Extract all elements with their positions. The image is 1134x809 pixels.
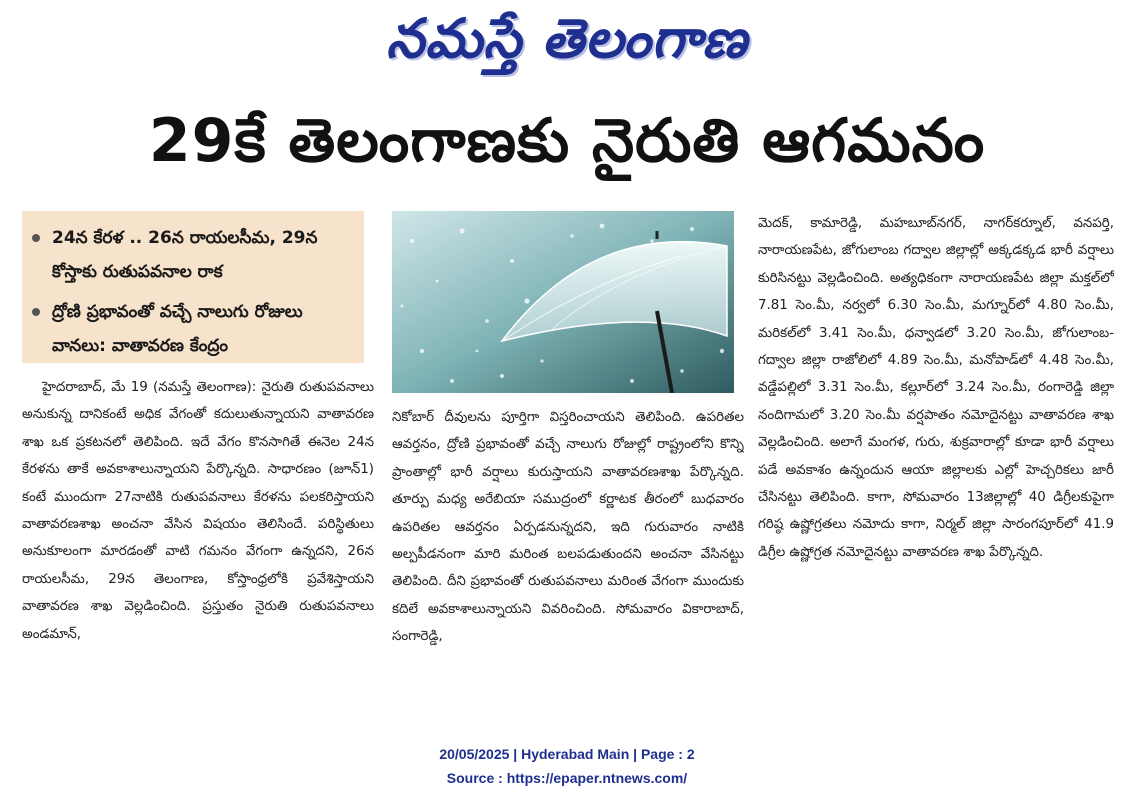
article-paragraph: మెదక్, కామారెడ్డి, మహబూబ్‌నగర్, నాగర్‌కర్నూల్, వనపర్తి, నారాయణపేట, జోగులాంబ గద్వాల జిల్లాల్లో అక్కడక్కడ భారీ వర్షాలు కురిసినట్టు వెల్లడించింది. అత్యధికంగా నారాయణపేట జిల్లా మక్తల్‌లో 7.81 సెం.మీ, నర్వలో 6.30 సెం.మీ, మగ్నూర్‌లో 4.80 సెం.మీ, మరికల్‌లో 3.41 సెం.మీ, ధన్వాడలో 3.20 సెం.మీ, జోగులాంబ-గద్వాల జిల్లా రాజోలిలో 4.89 సెం.మీ, మనోపాడ్‌లో 4.48 సెం.మీ, వడ్డేపల్లిలో 3.31 సెం.మీ, కల్లూర్‌లో 3.24 సెం.మీ, రంగారెడ్డి జిల్లా నందిగామలో 3.20 సెం.మీ వర్షపాతం నమోదైనట్టు వాతావరణ శాఖ వెల్లడించింది. అలాగే మంగళ, గురు, శుక్రవారాల్లో కూడా భారీ వర్షాలు పడే అవకాశం ఉన్నందున ఆయా జిల్లాలకు ఎల్లో హెచ్చరికలు జారీ చేసినట్టు తెలిపింది. కాగా, సోమవారం 13జిల్లాల్లో 40 డిగ్రీలకుపైగా గరిష్ఠ ఉష్ణోగ్రతలు నమోదు కాగా, నిర్మల్ జిల్లా సారంగపూర్‌లో 41.9 డిగ్రీల ఉష్ణోగ్రత నమోదైనట్టు వాతావరణ శాఖ పేర్కొన్నది. — [758, 216, 1114, 560]
masthead — [0, 0, 1134, 90]
highlight-text: 24న కేరళ .. 26న రాయలసీమ, 29న కోస్తాకు రుతుపవనాల రాక — [52, 228, 318, 282]
article-column-3 — [758, 210, 1114, 714]
footer-source-link[interactable]: Source : https://epaper.ntnews.com/ — [446, 770, 688, 786]
masthead-title: నమస్తే తెలంగాణ — [386, 6, 748, 70]
article-column-2 — [392, 404, 744, 714]
bullet-icon — [32, 308, 40, 316]
bullet-icon — [32, 234, 40, 242]
article-paragraph: నికోబార్ దీవులను పూర్తిగా విస్తరించాయని తెలిపింది. ఉపరితల ఆవర్తనం, ద్రోణి ప్రభావంతో వచ్చే నాలుగు రోజుల్లో రాష్ట్రంలోని కొన్ని ప్రాంతాల్లో భారీ వర్షాలు కురుస్తాయని వాతావరణశాఖ పేర్కొన్నది. తూర్పు మధ్య అరేబియా సముద్రంలో కర్ణాటక తీరంలో బుధవారం ఉపరితల ఆవర్తనం ఏర్పడనున్నదని, ఇది గురువారం నాటికి అల్పపీడనంగా మారి మరింత బలపడుతుందని అంచనా వేసినట్టు తెలిపింది. దీని ప్రభావంతో రుతుపవనాలు మరింత వేగంగా ముందుకు కదిలే అవకాశాలున్నాయని వివరించింది. సోమవారం వికారాబాద్, సంగారెడ్డి, — [392, 410, 744, 645]
rain-umbrella-photo — [392, 211, 734, 393]
highlights-box — [22, 211, 364, 363]
highlight-item — [30, 221, 356, 289]
umbrella-illustration — [392, 211, 734, 393]
highlight-item — [30, 295, 356, 363]
highlight-text: ద్రోణి ప్రభావంతో వచ్చే నాలుగు రోజులు వానలు: వాతావరణ కేంద్రం — [52, 302, 303, 356]
article-paragraph: హైదరాబాద్, మే 19 (నమస్తే తెలంగాణ): నైరుతి రుతుపవనాలు అనుకున్న దానికంటే అధిక వేగంతో కదులుతున్నాయని వాతావరణ శాఖ ఒక ప్రకటనలో తెలిపింది. ఇదే వేగం కొనసాగితే ఈనెల 24న కేరళను తాకే అవకాశాలున్నాయని పేర్కొన్నది. సాధారణం (జూన్1) కంటే ముందుగా 27నాటికి రుతుపవనాలు కేరళను పలకరిస్తాయని వాతావరణశాఖ అంచనా వేసిన విషయం తెలిసిందే. పరిస్థితులు అనుకూలంగా మారడంతో వాటి గమనం వేగంగా ఉన్నదని, 26న రాయలసీమ, 29న తెలంగాణ, కోస్తాంధ్రలోకి ప్రవేశిస్తాయని వాతావరణ శాఖ వెల్లడించింది. ప్రస్తుతం నైరుతి రుతుపవనాలు అండమాన్, — [22, 380, 374, 642]
article-column-1 — [22, 374, 374, 714]
footer-edition-info: 20/05/2025 | Hyderabad Main | Page : 2 — [439, 746, 695, 762]
headline: 29కే తెలంగాణకు నైరుతి ఆగమనం — [148, 106, 986, 176]
